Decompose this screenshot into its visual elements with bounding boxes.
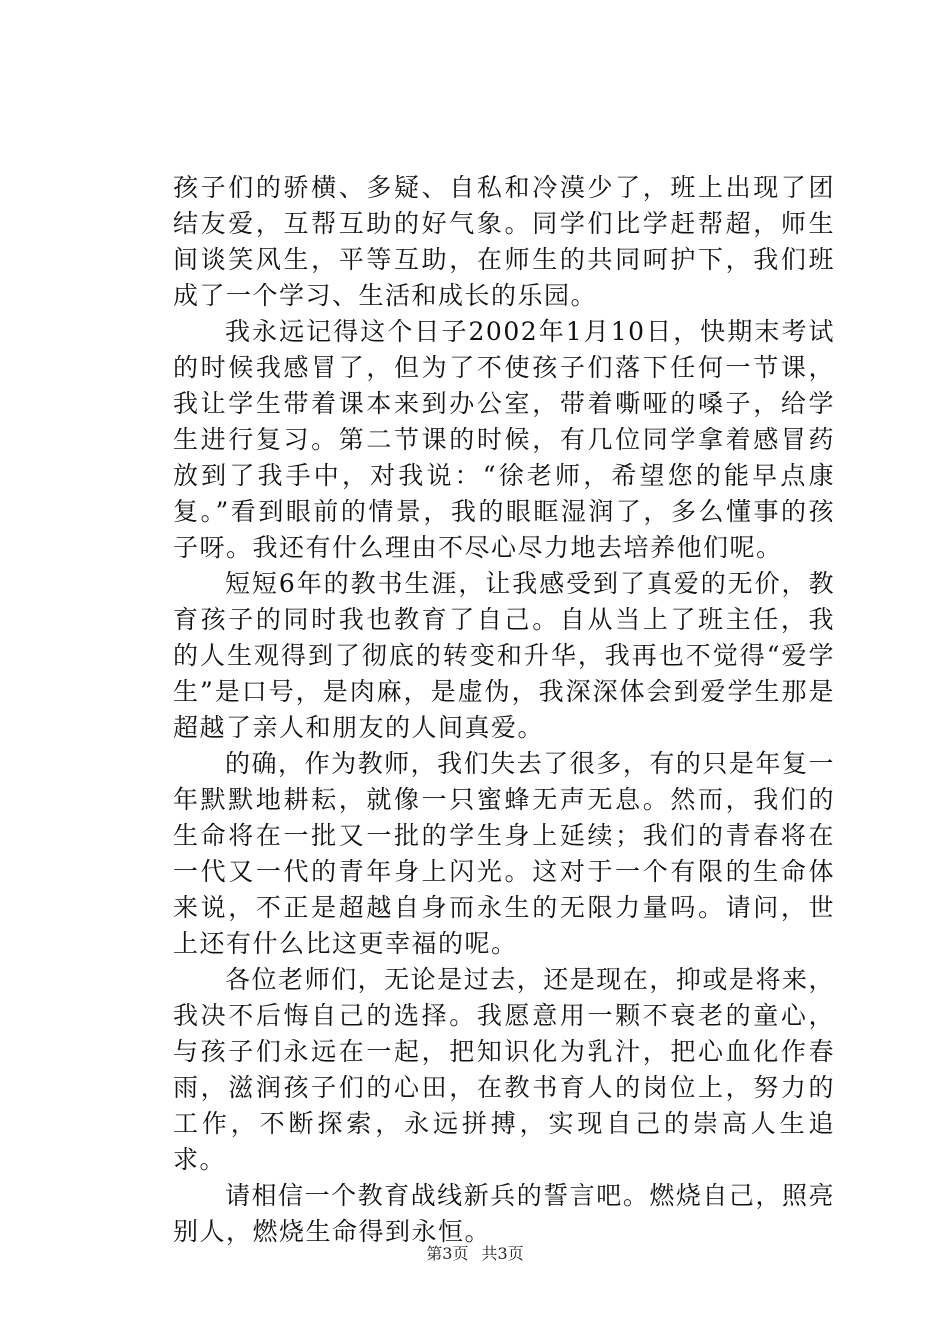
paragraph: 各位老师们，无论是过去，还是现在，抑或是将来，我决不后悔自己的选择。我愿意用一颗不衰老的童心，与孩子们永远在一起，把知识化为乳汁，把心血化作春雨，滋润孩子们的心田，在教书育人的岗位上，努力的工作，不断探索，永远拼搏，实现自己的崇高人生追求。: [173, 965, 835, 1174]
paragraph: 请相信一个教育战线新兵的誓言吧。燃烧自己，照亮别人，燃烧生命得到永恒。: [173, 1181, 835, 1246]
paragraph: 的确，作为教师，我们失去了很多，有的只是年复一年默默地耕耘，就像一只蜜蜂无声无息。然而，我们的生命将在一批又一批的学生身上延续；我们的青春将在一代又一代的青年身上闪光。这对于一个有限的生命体来说，不正是超越自身而永生的无限力量吗。请问，世上还有什么比这更幸福的呢。: [173, 749, 835, 958]
paragraph: 短短6年的教书生涯，让我感受到了真爱的无价，教育孩子的同时我也教育了自己。自从当上了班主任，我的人生观得到了彻底的转变和升华，我再也不觉得“爱学生”是口号，是肉麻，是虚伪，我深深体会到爱学生那是超越了亲人和朋友的人间真爱。: [173, 569, 835, 742]
document-body: [173, 170, 835, 1250]
page-footer: [0, 1244, 950, 1264]
paragraph: 我永远记得这个日子2002年1月10日，快期末考试的时候我感冒了，但为了不使孩子们落下任何一节课，我让学生带着课本来到办公室，带着嘶哑的嗓子，给学生进行复习。第二节课的时候，有几位同学拿着感冒药放到了我手中，对我说：“徐老师，希望您的能早点康复。”看到眼前的情景，我的眼眶湿润了，多么懂事的孩子呀。我还有什么理由不尽心尽力地去培养他们呢。: [173, 317, 835, 562]
paragraph-continuation: 孩子们的骄横、多疑、自私和冷漠少了，班上出现了团结友爱，互帮互助的好气象。同学们比学赶帮超，师生间谈笑风生，平等互助，在师生的共同呵护下，我们班成了一个学习、生活和成长的乐园。: [173, 173, 835, 310]
page-total: 共3页: [481, 1244, 524, 1263]
page-number: 第3页: [426, 1244, 469, 1263]
